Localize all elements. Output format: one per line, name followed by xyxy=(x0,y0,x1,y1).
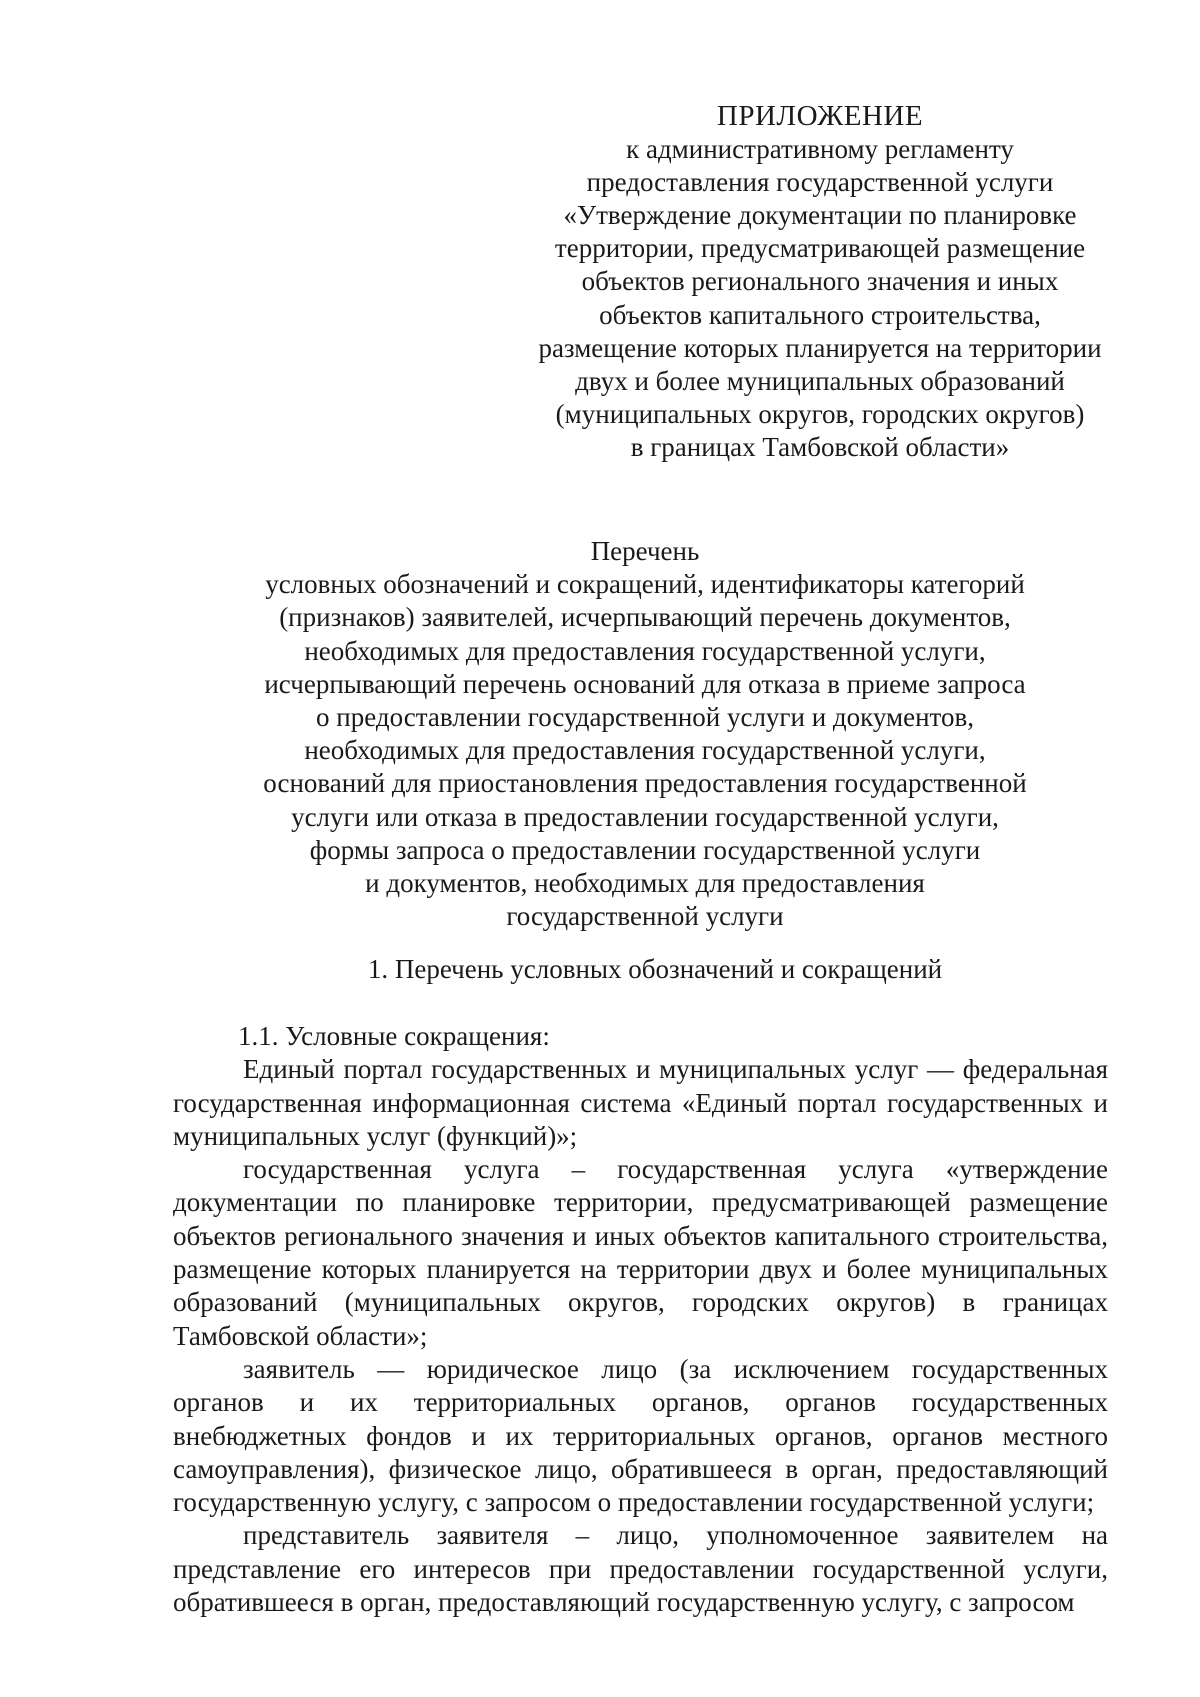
list-heading xyxy=(180,535,1110,933)
appendix-line: двух и более муниципальных образований xyxy=(575,365,1065,396)
heading-title: Перечень xyxy=(590,536,700,566)
heading-line: (признаков) заявителей, исчерпывающий перечень документов, xyxy=(279,602,1011,633)
heading-line: о предоставлении государственной услуги и документов, xyxy=(316,702,974,733)
document-body xyxy=(173,1020,1108,1619)
heading-line: и документов, необходимых для предоставления xyxy=(365,868,925,899)
heading-line: оснований для приостановления предоставления государственной xyxy=(263,768,1027,799)
appendix-line: размещение которых планируется на территории xyxy=(538,332,1102,363)
heading-line: услуги или отказа в предоставлении государственной услуги, xyxy=(291,801,999,832)
paragraph: Единый портал государственных и муниципальных услуг — федеральная государственная информационная система «Единый портал государственных и муниципальных услуг (функций)»; xyxy=(173,1054,1108,1151)
appendix-line: в границах Тамбовской области» xyxy=(630,431,1010,462)
appendix-line: предоставления государственной услуги xyxy=(586,167,1054,198)
appendix-line: объектов регионального значения и иных xyxy=(581,266,1059,297)
subsection-title: 1.1. Условные сокращения: xyxy=(238,1021,550,1051)
heading-line: необходимых для предоставления государственной услуги, xyxy=(304,735,986,766)
appendix-line: объектов капитального строительства, xyxy=(599,299,1041,330)
heading-line: исчерпывающий перечень оснований для отказа в приеме запроса xyxy=(264,668,1026,699)
appendix-line: к административному регламенту xyxy=(626,134,1014,165)
appendix-line: территории, предусматривающей размещение xyxy=(554,233,1086,264)
heading-line: необходимых для предоставления государственной услуги, xyxy=(304,635,986,666)
paragraph: государственная услуга – государственная услуга «утверждение документации по планировке территории, предусматривающей размещение объектов регионального значения и иных объектов капитального строительства, размещение которых планируется на территории двух и более муниципальных образований (муниципальных округов, городских округов) в границах Тамбовской области»; xyxy=(173,1154,1108,1351)
heading-line: государственной услуги xyxy=(506,901,784,932)
appendix-block xyxy=(520,100,1120,464)
appendix-line: (муниципальных округов, городских округов) xyxy=(555,398,1085,429)
appendix-title: ПРИЛОЖЕНИЕ xyxy=(716,100,924,132)
paragraph: представитель заявителя – лицо, уполномоченное заявителем на представление его интересов при предоставлении государственной услуги, обратившееся в орган, предоставляющий государственную услугу, с запросом xyxy=(173,1520,1108,1618)
heading-line: условных обозначений и сокращений, идентификаторы категорий xyxy=(265,569,1025,600)
appendix-line: «Утверждение документации по планировке xyxy=(563,200,1077,231)
heading-line: формы запроса о предоставлении государственной услуги xyxy=(309,834,981,865)
paragraph: заявитель — юридическое лицо (за исключением государственных органов и их территориальных органов, органов государственных внебюджетных фондов и их территориальных органов, органов местного самоуправления), физическое лицо, обратившееся в орган, предоставляющий государственную услугу, с запросом о предоставлении государственной услуги; xyxy=(173,1353,1108,1518)
section-title: 1. Перечень условных обозначений и сокращений xyxy=(367,954,943,984)
